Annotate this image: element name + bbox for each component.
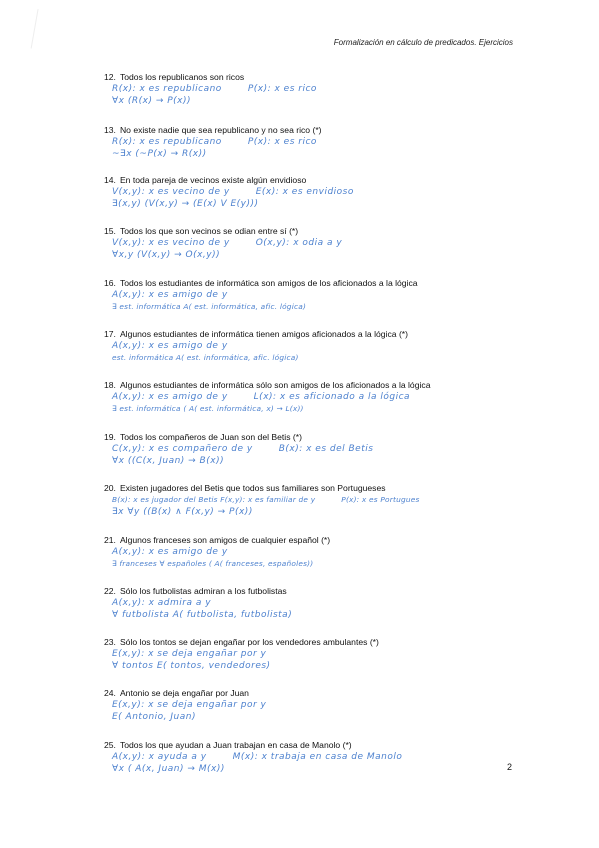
- exercise-statement: [104, 329, 594, 340]
- exercise-statement: [104, 380, 594, 391]
- exercise-text: Sólo los tontos se dejan engañar por los vendedores ambulantes (*): [119, 637, 379, 647]
- exercise-text: Algunos estudiantes de informática tienen amigos aficionados a la lógica (*): [119, 329, 409, 339]
- predicate-definition: A(x,y): x es amigo de y: [112, 392, 228, 402]
- exercise-13: [104, 125, 594, 160]
- exercise-statement: [104, 175, 594, 186]
- predicate-definition: O(x,y): x odia a y: [255, 238, 343, 248]
- exercise-number: 24.: [104, 688, 116, 698]
- exercise-15: [104, 226, 594, 261]
- predicate-definition: V(x,y): x es vecino de y: [112, 238, 230, 248]
- exercise-number: 21.: [104, 535, 116, 545]
- exercise-statement: [104, 740, 594, 751]
- exercise-number: 23.: [104, 637, 116, 647]
- handwritten-definitions: [112, 136, 594, 148]
- predicate-definition: V(x,y): x es vecino de y: [112, 187, 230, 197]
- exercise-17: [104, 329, 594, 364]
- handwritten-definitions: [112, 494, 594, 506]
- handwritten-definitions: [112, 391, 594, 403]
- handwritten-definitions: [112, 186, 594, 198]
- predicate-definition: E(x): x es envidioso: [255, 187, 354, 197]
- exercise-statement: [104, 278, 594, 289]
- predicate-definition: P(x): x es Portugues: [341, 495, 420, 504]
- predicate-definition: M(x): x trabaja en casa de Manolo: [232, 752, 403, 762]
- handwritten-formula: E( Antonio, Juan): [112, 712, 196, 722]
- exercise-22: [104, 586, 594, 621]
- handwritten-definitions: [112, 546, 594, 558]
- exercise-16: [104, 278, 594, 313]
- exercise-statement: [104, 535, 594, 546]
- exercise-text: Algunos franceses son amigos de cualquier español (*): [119, 535, 331, 545]
- exercise-number: 20.: [104, 483, 116, 493]
- predicate-definition: E(x,y): x se deja engañar por y: [112, 649, 267, 659]
- handwritten-formula: ∀ futbolista A( futbolista, futbolista): [112, 610, 293, 620]
- exercise-20: [104, 483, 594, 518]
- exercise-text: Sólo los futbolistas admiran a los futbolistas: [119, 586, 287, 596]
- predicate-definition: A(x,y): x es amigo de y: [112, 341, 228, 351]
- handwritten-formula: ∀x (R(x) → P(x)): [112, 96, 192, 106]
- exercise-statement: [104, 226, 594, 237]
- exercise-number: 19.: [104, 432, 116, 442]
- handwritten-formula: ∀x ( A(x, Juan) → M(x)): [112, 764, 225, 774]
- handwritten-definitions: [112, 648, 594, 660]
- handwritten-definitions: [112, 237, 594, 249]
- predicate-definition: B(x): x es jugador del Betis F(x,y): x es familiar de y: [112, 495, 316, 504]
- page-header: Formalización en cálculo de predicados. Ejercicios: [333, 38, 513, 47]
- exercise-12: [104, 72, 594, 107]
- handwritten-formula: ∃(x,y) (V(x,y) → (E(x) V E(y))): [112, 199, 259, 209]
- exercise-text: Todos los que son vecinos se odian entre sí (*): [119, 226, 299, 236]
- handwritten-formula: ∀ tontos E( tontos, vendedores): [112, 661, 271, 671]
- predicate-definition: C(x,y): x es compañero de y: [112, 444, 253, 454]
- predicate-definition: A(x,y): x es amigo de y: [112, 547, 228, 557]
- handwritten-formula: ∃x ∀y ((B(x) ∧ F(x,y) → P(x)): [112, 507, 253, 517]
- predicate-definition: P(x): x es rico: [247, 137, 317, 147]
- predicate-definition: A(x,y): x ayuda a y: [112, 752, 207, 762]
- exercise-number: 16.: [104, 278, 116, 288]
- handwritten-formula: ∃ est. informática ( A( est. informática, x) → L(x)): [112, 404, 304, 413]
- handwritten-formula: ~∃x (~P(x) → R(x)): [112, 149, 207, 159]
- exercise-statement: [104, 125, 594, 136]
- corner-scan-mark: [31, 9, 53, 51]
- exercise-18: [104, 380, 594, 415]
- exercise-number: 14.: [104, 175, 116, 185]
- exercise-text: Todos los que ayudan a Juan trabajan en casa de Manolo (*): [119, 740, 352, 750]
- handwritten-definitions: [112, 443, 594, 455]
- predicate-definition: A(x,y): x es amigo de y: [112, 290, 228, 300]
- exercise-25: [104, 740, 594, 775]
- page-number: 2: [507, 762, 513, 772]
- exercise-23: [104, 637, 594, 672]
- handwritten-definitions: [112, 83, 594, 95]
- predicate-definition: A(x,y): x admira a y: [112, 598, 212, 608]
- handwritten-formula: ∃ est. informática A( est. informática, afic. lógica): [112, 302, 307, 311]
- exercise-number: 15.: [104, 226, 116, 236]
- exercise-19: [104, 432, 594, 467]
- handwritten-definitions: [112, 751, 594, 763]
- exercise-text: Existen jugadores del Betis que todos sus familiares son Portugueses: [119, 483, 386, 493]
- exercise-text: No existe nadie que sea republicano y no sea rico (*): [119, 125, 322, 135]
- exercise-24: [104, 688, 594, 723]
- handwritten-definitions: [112, 699, 594, 711]
- handwritten-formula: est. informática A( est. informática, afic. lógica): [112, 353, 299, 362]
- predicate-definition: P(x): x es rico: [247, 84, 317, 94]
- predicate-definition: L(x): x es aficionado a la lógica: [253, 392, 411, 402]
- exercise-text: Antonio se deja engañar por Juan: [119, 688, 249, 698]
- exercise-text: Todos los compañeros de Juan son del Betis (*): [119, 432, 302, 442]
- exercise-statement: [104, 72, 594, 83]
- exercise-number: 12.: [104, 72, 116, 82]
- exercise-text: Todos los estudiantes de informática son amigos de los aficionados a la lógica: [119, 278, 418, 288]
- predicate-definition: R(x): x es republicano: [112, 84, 222, 94]
- exercise-number: 22.: [104, 586, 116, 596]
- handwritten-formula: ∀x,y (V(x,y) → O(x,y)): [112, 250, 221, 260]
- exercise-statement: [104, 688, 594, 699]
- exercise-statement: [104, 586, 594, 597]
- exercise-14: [104, 175, 594, 210]
- predicate-definition: R(x): x es republicano: [112, 137, 222, 147]
- exercise-number: 25.: [104, 740, 116, 750]
- exercise-text: Algunos estudiantes de informática sólo son amigos de los aficionados a la lógica: [119, 380, 431, 390]
- handwritten-definitions: [112, 289, 594, 301]
- handwritten-definitions: [112, 340, 594, 352]
- exercise-text: Todos los republicanos son ricos: [119, 72, 245, 82]
- exercise-statement: [104, 483, 594, 494]
- exercise-text: En toda pareja de vecinos existe algún envidioso: [119, 175, 307, 185]
- exercise-statement: [104, 637, 594, 648]
- exercise-number: 13.: [104, 125, 116, 135]
- exercise-statement: [104, 432, 594, 443]
- exercise-number: 17.: [104, 329, 116, 339]
- handwritten-formula: ∃ franceses ∀ españoles ( A( franceses, españoles)): [112, 559, 314, 568]
- predicate-definition: E(x,y): x se deja engañar por y: [112, 700, 267, 710]
- handwritten-formula: ∀x ((C(x, Juan) → B(x)): [112, 456, 225, 466]
- predicate-definition: B(x): x es del Betis: [278, 444, 374, 454]
- handwritten-definitions: [112, 597, 594, 609]
- exercise-21: [104, 535, 594, 570]
- exercise-number: 18.: [104, 380, 116, 390]
